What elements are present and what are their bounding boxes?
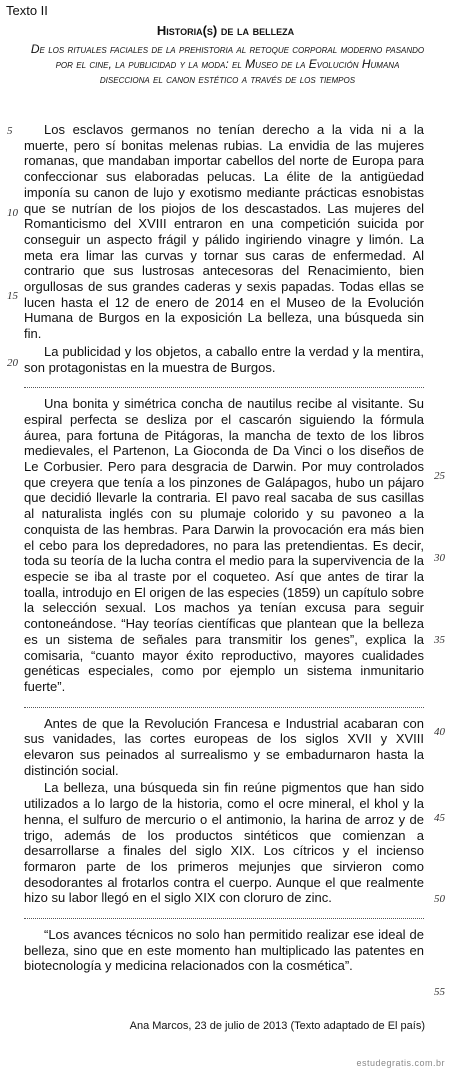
dotted-separator — [24, 707, 424, 708]
line-number: 40 — [434, 726, 445, 738]
line-number: 25 — [434, 470, 445, 482]
paragraph-6: “Los avances técnicos no solo han permitido realizar ese ideal de belleza, sino que en este momento han multiplicado las patentes en biotecnología y medicina relacionados con la cosmética”. — [24, 927, 424, 974]
line-number: 30 — [434, 552, 445, 564]
paragraph-5: La belleza, una búsqueda sin fin reúne pigmentos que han sido utilizados a lo largo de la historia, como el ocre mineral, el khol y la henna, el sulfuro de mercurio o el antimonio, la harina de arroz y de trigo, además de los productos sintéticos que comienzan a desarrollarse a finales del siglo XIX. Los cítricos y el incienso formaron parte de los primeros mejunjes que sirvieron como desodorantes al frotarlos contra el cuerpo. Aunque el que realmente hizo su labor llegó en el siglo XIX con cloruro de zinc. — [24, 780, 424, 906]
watermark: estudegratis.com.br — [356, 1058, 445, 1068]
line-number: 5 — [7, 125, 13, 137]
source-citation: Ana Marcos, 23 de julio de 2013 (Texto adaptado de El país) — [129, 1020, 425, 1032]
line-number: 15 — [7, 290, 18, 302]
paragraph-3: Una bonita y simétrica concha de nautilus recibe al visitante. Su espiral perfecta se desliza por el cascarón siguiendo la fórmula áurea, para fortuna de Pitágoras, la mancha de texto de los libros medievales, el Partenon, La Gioconda de Da Vinci o los diseños de Le Corbusier. Pero para desgracia de Darwin. Por muy controlados que creyera que tenía a los pinzones de Galápagos, hubo un pájaro que decidió llevarle la contraria. El pavo real sacaba de sus casillas al naturalista inglés con su plumaje colorido y su pavoneo a la conquista de las hembras. Para Darwin la provocación era más bien el cebo para los depredadores, no para las pretendientas. Es decir, toda su teoría de la lucha contra el medio para la supervivencia de la especie se iba al traste por el coqueteo. Así que antes de tirar la toalla, introdujo en El origen de las especies (1859) un capítulo sobre la selección sexual. Los machos ya tenían excusa para seguir contoneándose. “Hay teorías científicas que plantean que la belleza es un sistema de señales para transmitir los genes”, explica la comisaria, “cuanto mayor éxito reproductivo, mayores cualidades genéticas especiales, como por ejemplo un sistema inmunitario fuerte”. — [24, 396, 424, 694]
article-body — [24, 122, 424, 974]
line-number: 55 — [434, 986, 445, 998]
dotted-separator — [24, 918, 424, 919]
line-number: 45 — [434, 812, 445, 824]
line-number: 10 — [7, 207, 18, 219]
dotted-separator — [24, 387, 424, 388]
article-title: Historia(s) de la belleza — [156, 23, 295, 38]
line-number: 20 — [7, 357, 18, 369]
article-subtitle: De los rituales faciales de la prehistoria al retoque corporal moderno pasando por el cine, la publicidad y la moda: el Museo de la Evolución Humana disecciona el canon estético a través de los tiempos — [30, 42, 425, 86]
paragraph-2: La publicidad y los objetos, a caballo entre la verdad y la mentira, son protagonistas en la muestra de Burgos. — [24, 343, 424, 375]
text-label: Texto II — [6, 3, 48, 18]
line-number: 35 — [434, 634, 445, 646]
line-number: 50 — [434, 893, 445, 905]
paragraph-1: Los esclavos germanos no tenían derecho a la vida ni a la muerte, pero sí bonitas melenas rubias. La envidia de las mujeres romanas, que mandaban importar cabellos del norte de Europa para confeccionar sus elaboradas pelucas. La élite de la antigüedad imponía su canon de lujo y exotismo mediante prácticas esnobistas que se nutrían de los piojos de los descastados. Las mujeres del Romanticismo del XVIII entraron en una competición suicida por conseguir un aspecto frágil y pálido ingiriendo vinagre y limón. La meta era limar las curvas y tornar sus caras de enfermedad. Al contrario que sus lustrosas antecesoras del Renacimiento, bien orgullosas de sus grandes caderas y sexis papadas. Todas ellas se lucen hasta el 12 de enero de 2014 en el Museo de la Evolución Humana de Burgos en la exposición La belleza, una búsqueda sin fin. — [24, 122, 424, 342]
paragraph-4: Antes de que la Revolución Francesa e Industrial acabaran con sus vanidades, las cortes europeas de los siglos XVII y XVIII elevaron sus peinados al surrealismo y se embadurnaron hasta la distinción social. — [24, 715, 424, 778]
